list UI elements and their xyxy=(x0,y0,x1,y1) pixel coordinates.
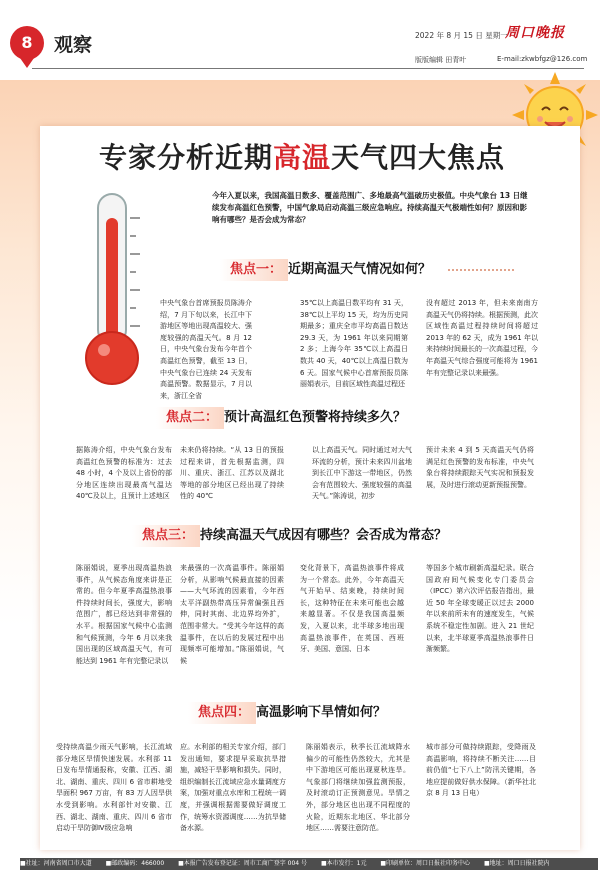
footer-printer-address: ■地址：周口日报社院内 xyxy=(483,860,550,867)
header-divider xyxy=(32,68,584,69)
focus-1-col-3: 没有超过 2013 年，但未来南南方高温天气仍将持续。根据预测，此次区域性高温过程持续时间将超过 2013 年的 62 天，成为 1961 年以来持续时间最长的一次高温过程，今年高温天气综合强度可能将为 1961 年有完整记录以来最强。 xyxy=(426,299,538,377)
headline-part2: 天气四大焦点 xyxy=(331,141,506,174)
focus-2-col-1: 据陈涛介绍，中央气象台发布高温红色预警的标准为：过去 48 小时，4 个及以上省份的部分地区连续出现最高气温达 40℃及以上，且预计上述地区 xyxy=(76,446,172,501)
headline-highlight: 高温 xyxy=(272,141,331,174)
focus-3-col-4: 等国多个城市刷新高温纪录。联合国政府间气候变化专门委员会（IPCC）第六次评估报告指出，最近 50 年全球变暖正以过去 2000 年以来前所未有的速度发生，气候系统不稳定性加剧。进入 21 世纪以来，北半球夏季高温热浪事件日渐频繁。 xyxy=(426,564,534,654)
page-number-badge: 8 xyxy=(10,26,44,60)
focus-1-col-1: 中央气象台首席预报员陈涛介绍，7 月下旬以来，长江中下游地区等地出现高温较大、强度较强的高温天气。8 月 12 日，中央气象台发布今年首个高温红色预警，截至 13 日，中央气象台已连续 24 天发布高温预警。数据显示，7 月以来，浙江全省 xyxy=(160,299,252,400)
footer-price: ■本市发行：1元 xyxy=(320,860,367,867)
editor-credit: 版版编辑 田青叶 xyxy=(415,56,467,64)
focus-4-col-3: 陈丽娟表示，秋季长江流域降水偏少的可能性仍然较大，尤其是中下游地区可能出现夏秋连旱。气象部门将继续加强监测预报，及时滚动订正预测意见。旱情之外，部分地区也出现不同程度的火险，近期东北地区、华北部分地区……需要注意防范。 xyxy=(306,743,410,833)
focus-3-heading xyxy=(132,525,532,547)
section-title: 观察 xyxy=(54,34,93,56)
focus-4-label: 焦点四： xyxy=(188,702,256,724)
editor-email: E-mail:zkwbfgz@126.com xyxy=(497,55,588,63)
focus-2-col-2: 未来仍将持续。“从 13 日的预报过程来讲，首先根据监测，四川、重庆、浙江、江苏以及湖北等地的部分地区已经出现了持续性的 40℃ xyxy=(180,446,284,501)
focus-3-col-1: 陈丽娟说，夏季出现高温热浪事件，从气候态角度来讲是正常的。但今年夏季高温热浪事件持续时间长，强度大，影响范围广，都已经达到非常强的水平。根据国家气候中心监测和气候预测，今年 6 月以来我国出现的区域高温天气，有可能达到 1961 年有完整记录以 xyxy=(76,564,172,665)
focus-4-heading xyxy=(188,702,488,724)
focus-4-col-2: 应。水利部的相关专家介绍，部门发出通知，要求提早采取抗旱措施，减轻干旱影响和损失。同时，组织编制长江流域应急水量调度方案，加强对重点水库和工程统一调度，并强调根据需要做好调度工作，统筹水资源调度……为抗旱储备水源。 xyxy=(180,743,286,833)
focus-2-heading xyxy=(156,407,456,429)
focus-3-question: 持续高温天气成因有哪些？会否成为常态？ xyxy=(200,528,448,543)
lead-paragraph: 今年入夏以来，我国高温日数多、覆盖范围广、多地最高气温破历史极值。中央气象台 13 日继续发布高温红色预警，中国气象局启动高温三级应急响应。持续高温天气极端性如何？原因和影响有哪些？是否会成为常态？ xyxy=(212,191,528,224)
footer-ad-license: ■本报广告发布登记证：周市工商广登字 004 号 xyxy=(178,860,308,867)
footer-printer: ■印刷单位：周口日报社印务中心 xyxy=(380,860,471,867)
footer-address: ■社址：河南省周口市大道 xyxy=(20,860,92,867)
headline-part1: 专家分析近期 xyxy=(98,141,273,174)
focus-1-dots xyxy=(448,269,514,273)
focus-2-question: 预计高温红色预警将持续多久？ xyxy=(224,410,407,425)
headline xyxy=(52,136,552,176)
footer-postcode: ■邮政编码：466000 xyxy=(105,860,165,867)
focus-1-col-2: 35℃以上高温日数平均有 31 天，38℃以上平均 15 天，均为历史同期最多；重庆全市平均高温日数达 29.3 天，为 1961 年以来同期第 2 多；上海今年 35℃以上高温日数共 40 天，40℃以上高温日数为 6 天。国家气候中心首席预报员陈丽娟表示，目前区域性高温过程还 xyxy=(300,299,408,389)
focus-1-label: 焦点一： xyxy=(220,259,288,281)
focus-3-label: 焦点三： xyxy=(132,525,200,547)
focus-4-col-1: 受持续高温少雨天气影响，长江流域部分地区旱情快速发展。水利部 11 日发布旱情通报称，安徽、江西、湖北、湖南、重庆、四川 6 省市耕地受旱面积 967 万亩，有 83 万人因旱供水受到影响。水利部针对安徽、江西、湖北、湖南、重庆、四川 6 省市启动干旱防御Ⅳ级应急响 xyxy=(56,743,172,833)
focus-2-col-3: 以上高温天气。同时通过对大气环流的分析，预计未来四川盆地到长江中下游这一带地区，仍然会有范围较大、强度较强的高温天气。”陈涛说，初步 xyxy=(312,446,412,501)
newspaper-logo: 周口晚报 xyxy=(505,25,565,41)
focus-4-question: 高温影响下旱情如何？ xyxy=(256,705,387,720)
focus-2-col-4: 预计未来 4 到 5 天高温天气仍将满足红色预警的发布标准，中央气象台将持续跟踪天气实况和预报发展，及时进行滚动更新预报预警。 xyxy=(426,446,534,489)
page-header xyxy=(0,0,600,78)
focus-1-heading xyxy=(220,259,520,281)
footer-bar xyxy=(20,858,598,870)
issue-date: 2022 年 8 月 15 日 星期一 xyxy=(415,31,508,40)
focus-3-col-2: 来最强的一次高温事件。陈丽娟分析，从影响气候最直接的因素——大气环流的因素看，今年西太平洋副热带高压异常偏强且西伸，同时其南、北边界均外扩，范围非常大。“受其今年这样的高温事件，在以后的发展过程中出现频率可能增加。”陈丽娟说，气候 xyxy=(180,564,284,665)
focus-2-label: 焦点二： xyxy=(156,407,224,429)
thermometer-icon xyxy=(70,188,160,398)
focus-3-col-3: 变化背景下，高温热浪事件将成为一个常态。此外，今年高温天气开始早、结束晚，持续时间长，这种特征在未来可能也会越来越显著。不仅是我国高温频发，入夏以来，北半球多地出现高温热浪事件，在英国、西班牙、美国、意国、日本 xyxy=(300,564,404,654)
focus-1-question: 近期高温天气情况如何？ xyxy=(288,262,432,277)
focus-4-col-4: 城市部分可做持续跟踪，受降雨及高温影响，将持续不断关注……目前仍值“七下八上”防汛关键期，各地应提前做好供水保障。（新华社北京 8 月 13 日电） xyxy=(426,743,536,798)
